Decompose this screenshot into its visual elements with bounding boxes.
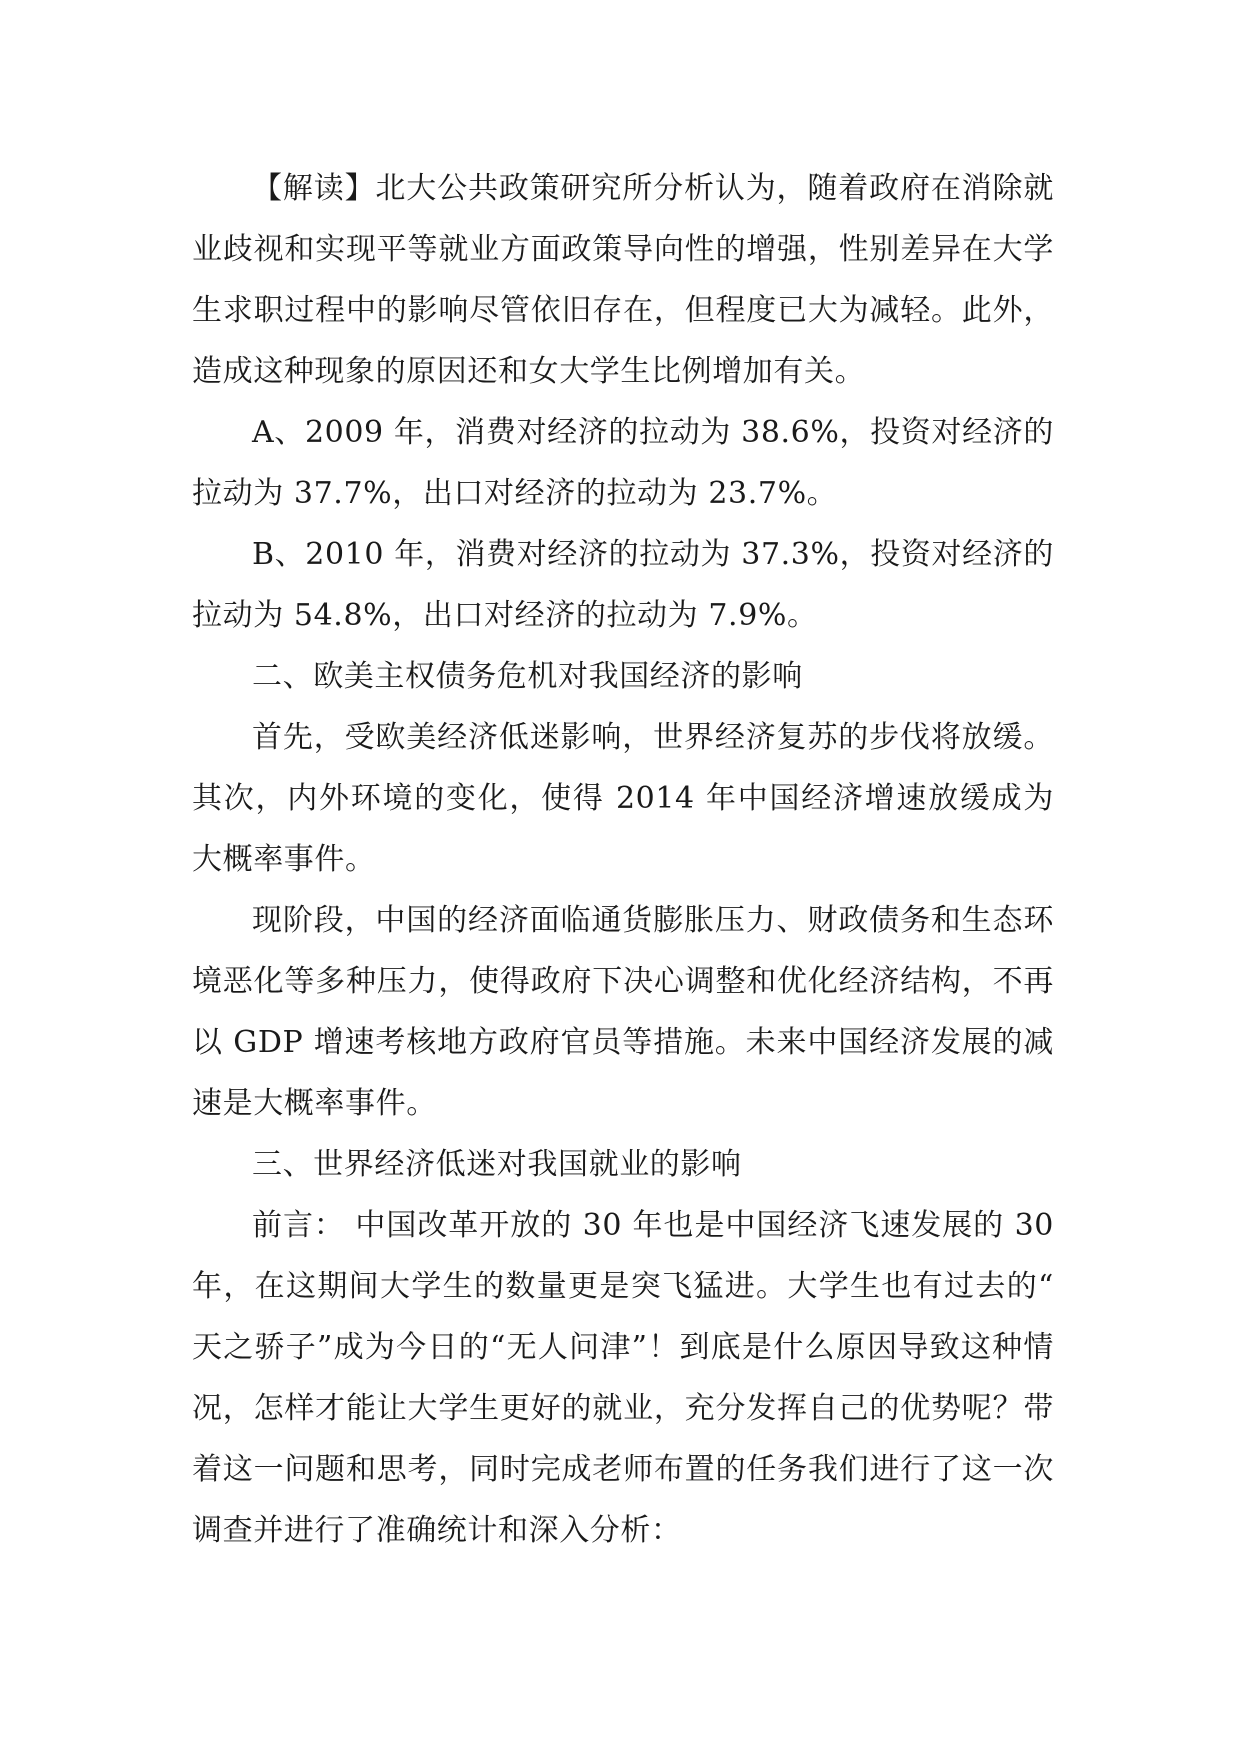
paragraph-2009-stats: A、2009 年，消费对经济的拉动为 38.6%，投资对经济的拉动为 37.7%，出口对经济的拉动为 23.7%。 — [192, 415, 1054, 511]
section-heading-2: 二、欧美主权债务危机对我国经济的影响 — [252, 659, 803, 694]
paragraph-interpretation: 【解读】北大公共政策研究所分析认为，随着政府在消除就业歧视和实现平等就业方面政策导向性的增强，性别差异在大学生求职过程中的影响尽管依旧存在，但程度已大为减轻。此外，造成这种现象的原因还和女大学生比例增加有关。 — [192, 171, 1054, 389]
paragraph-first-second: 首先，受欧美经济低迷影响，世界经济复苏的步伐将放缓。其次，内外环境的变化，使得 2014 年中国经济增速放缓成为大概率事件。 — [192, 720, 1054, 877]
paragraph-current-stage: 现阶段，中国的经济面临通货膨胀压力、财政债务和生态环境恶化等多种压力，使得政府下决心调整和优化经济结构，不再以 GDP 增速考核地方政府官员等措施。未来中国经济发展的减速是大概率事件。 — [192, 903, 1054, 1121]
section-heading-3: 三、世界经济低迷对我国就业的影响 — [252, 1147, 742, 1182]
paragraph-preface: 前言： 中国改革开放的 30 年也是中国经济飞速发展的 30 年，在这期间大学生的数量更是突飞猛进。大学生也有过去的“天之骄子”成为今日的“无人问津”！到底是什么原因导致这种情况，怎样才能让大学生更好的就业，充分发挥自己的优势呢？带着这一问题和思考，同时完成老师布置的任务我们进行了这一次调查并进行了准确统计和深入分析： — [192, 1208, 1054, 1548]
paragraph-2010-stats: B、2010 年，消费对经济的拉动为 37.3%，投资对经济的拉动为 54.8%，出口对经济的拉动为 7.9%。 — [192, 537, 1054, 633]
document-body — [192, 158, 1054, 1561]
